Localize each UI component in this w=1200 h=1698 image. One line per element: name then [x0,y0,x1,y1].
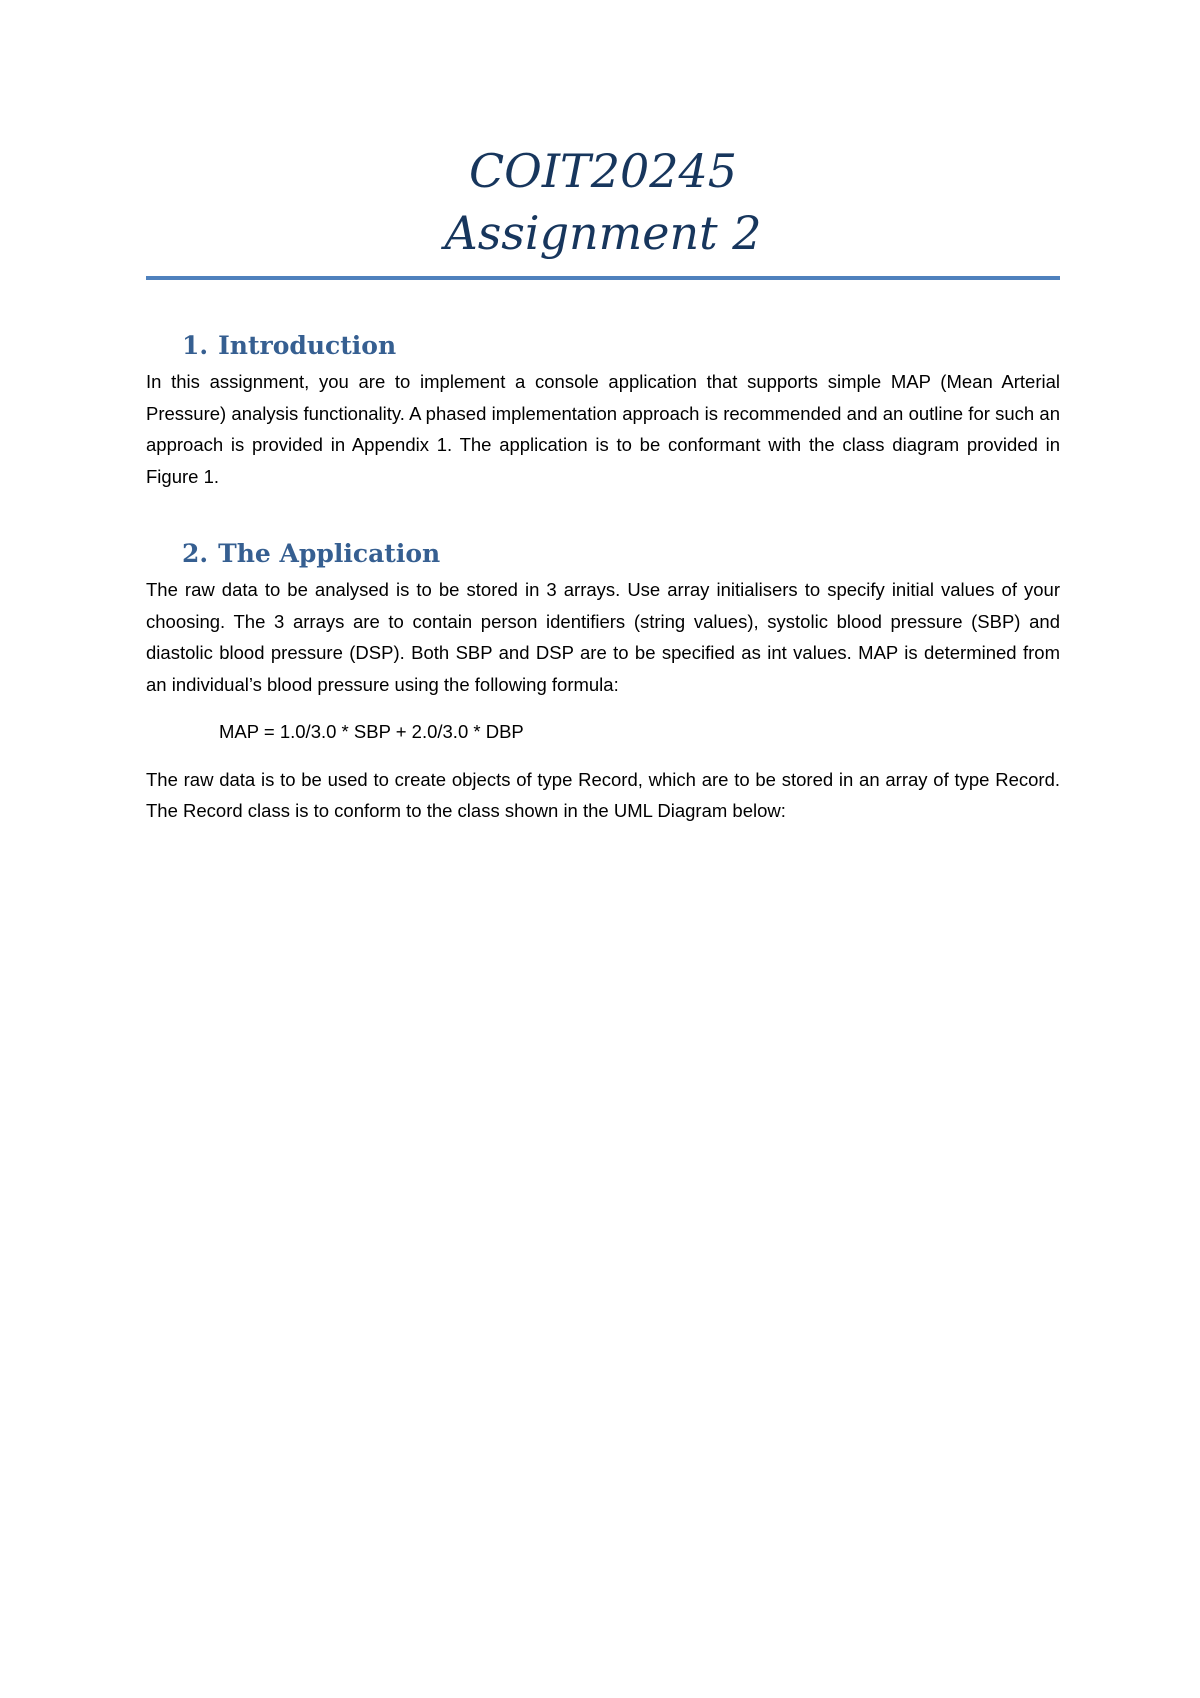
document-body [146,330,1060,827]
section-heading-text: The Application [218,539,441,568]
section-the-application [146,538,1060,827]
course-code-title: COIT20245 [468,144,738,198]
section-number: 1. [182,331,209,360]
section-spacer [146,492,1060,538]
title-underline-rule [146,276,1060,280]
document-title [146,140,1060,264]
application-paragraph-record: The raw data is to be used to create objects of type Record, which are to be stored in an array of type Record. The Record class is to conform to the class shown in the UML Diagram below: [146,768,1060,821]
application-paragraph-data: The raw data to be analysed is to be stored in 3 arrays. Use array initialisers to specify initial values of your choosing. The 3 arrays are to contain person identifiers (string values), systolic blood pressure (SBP) and diastolic blood pressure (DSP). Both SBP and DSP are to be specified as int values. MAP is determined from an individual’s blood pressure using the following formula: [146,579,1060,695]
section-heading-text: Introduction [218,331,397,360]
introduction-paragraph: In this assignment, you are to implement a console application that supports simple MAP (Mean Arterial Pressure) analysis functionality. A phased implementation approach is recommended and an outline for such an approach is provided in Appendix 1. The application is to be conformant with the class diagram provided in Figure 1. [146,371,1060,487]
section-heading-introduction [182,330,1060,362]
map-formula: MAP = 1.0/3.0 * SBP + 2.0/3.0 * DBP [219,721,524,742]
section-number: 2. [182,539,209,568]
section-introduction [146,330,1060,492]
assignment-title: Assignment 2 [444,206,762,260]
section-heading-the-application [182,538,1060,570]
